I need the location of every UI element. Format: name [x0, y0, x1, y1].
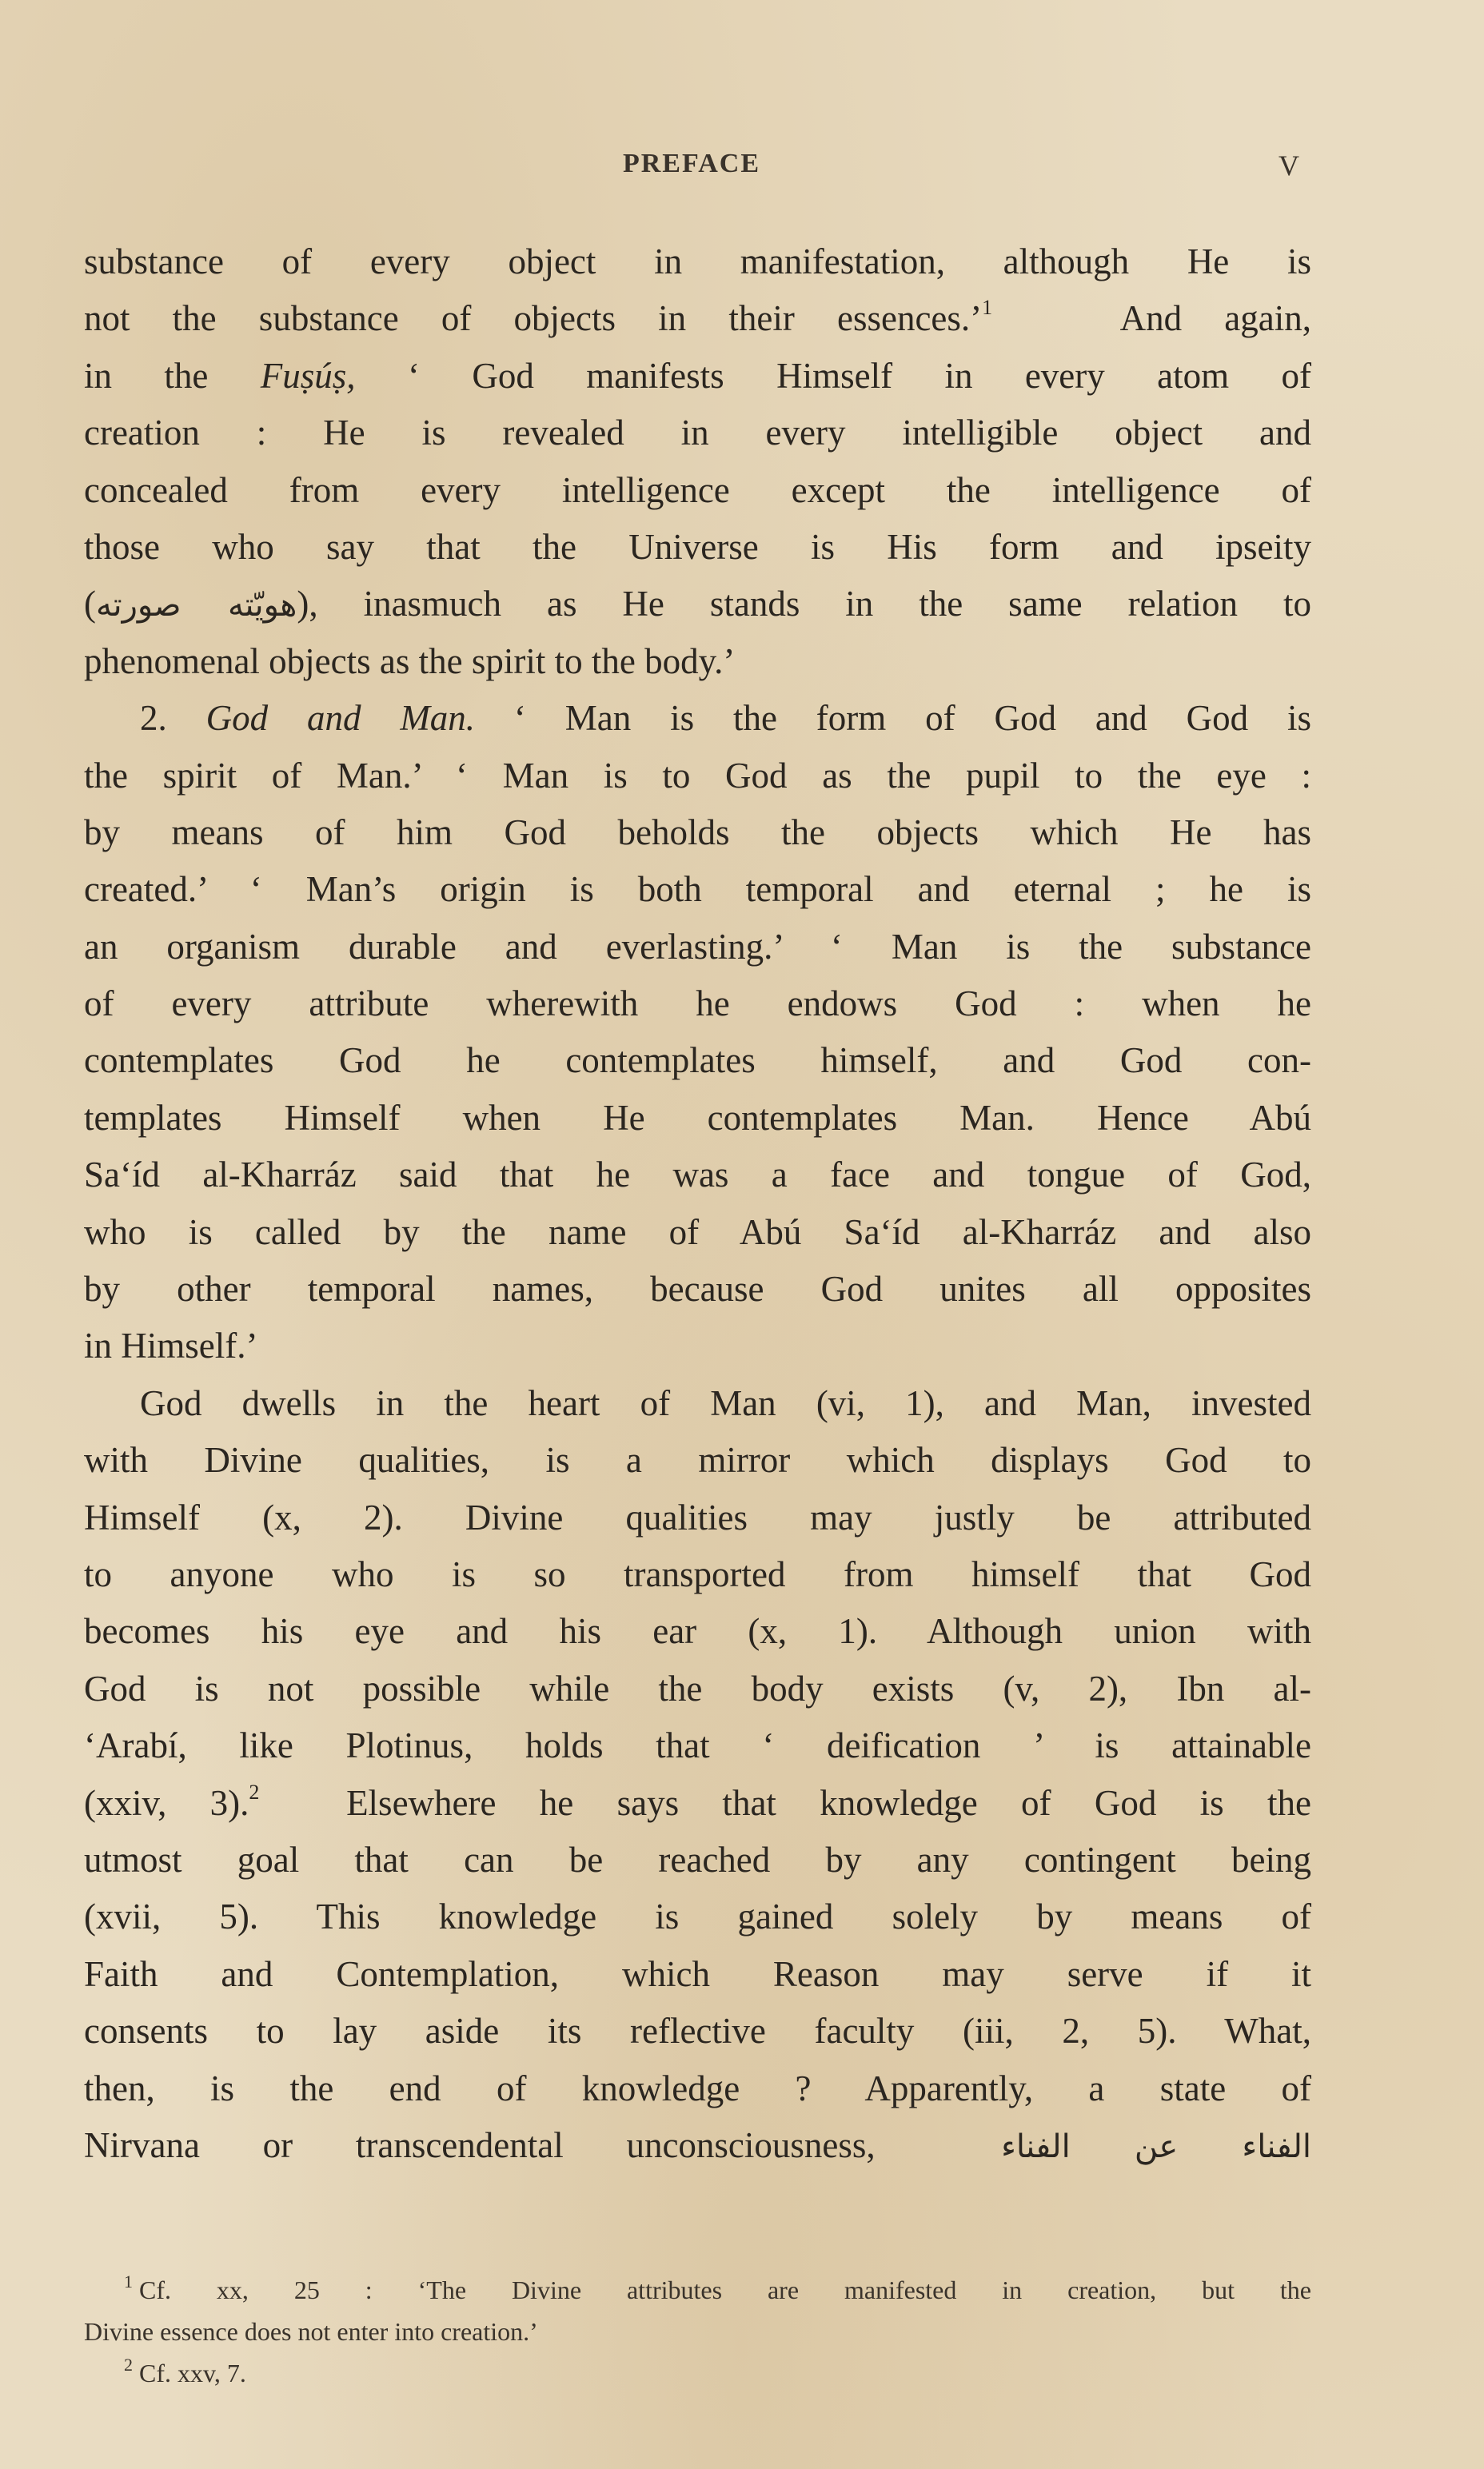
text-line: ‘Arabí, like Plotinus, holds that ‘ deification ’ is attainable [84, 1725, 1311, 1766]
text-line: phenomenal objects as the spirit to the body.’ [84, 640, 736, 681]
text-line: Faith and Contemplation, which Reason may serve if it [84, 1953, 1311, 1994]
text-line: Himself (x, 2). Divine qualities may justly be attributed [84, 1497, 1311, 1538]
text-line: creation : He is revealed in every intelligible object and [84, 413, 1311, 453]
footnote-1-cont: Divine essence does not enter into creation.’ [84, 2317, 538, 2346]
arabic-text: الفناء عن الفناء [1001, 2128, 1311, 2165]
text-line: becomes his eye and his ear (x, 1). Although union with [84, 1611, 1311, 1652]
text-line: not the substance of objects in their essences.’$^1$ And again, [84, 296, 1311, 339]
text-line: God is not possible while the body exists (v, 2), Ibn al- [84, 1668, 1311, 1709]
text-line: substance of every object in manifestation, although He is [84, 241, 1311, 281]
text-line: consents to lay aside its reflective faculty (iii, 2, 5). What, [84, 2011, 1311, 2052]
text-line: by other temporal names, because God unites all opposites [84, 1269, 1311, 1310]
text-line: (هويّته صورته), inasmuch as He stands in the same relation to [84, 584, 1311, 624]
arabic-text: هويّته صورته [96, 587, 297, 624]
text-line: templates Himself when He contemplates Man. Hence Abú [84, 1097, 1311, 1138]
page-number: V [1279, 150, 1299, 181]
body-text [84, 233, 1311, 2174]
text-line: by means of him God beholds the objects which He has [84, 812, 1311, 852]
text-line: in the Fuṣúṣ, ‘ God manifests Himself in every atom of [84, 355, 1312, 396]
text-line: utmost goal that can be reached by any contingent being [84, 1839, 1311, 1880]
text-line: those who say that the Universe is His form and ipseity [84, 526, 1311, 567]
footnotes [84, 2269, 1311, 2394]
text-line: the spirit of Man.’ ‘ Man is to God as the pupil to the eye : [84, 755, 1311, 796]
text-line: 2. God and Man. ‘ Man is the form of God and God is [140, 698, 1312, 739]
text-line: with Divine qualities, is a mirror which displays God to [84, 1440, 1311, 1481]
text-line: of every attribute wherewith he endows God : when he [84, 983, 1311, 1024]
text-line: created.’ ‘ Man’s origin is both temporal and eternal ; he is [84, 869, 1311, 910]
text-line: then, is the end of knowledge ? Apparently, a state of [84, 2068, 1311, 2108]
footnote-ref: 2 [249, 1780, 260, 1804]
footnote-1: $^1$ Cf. xx, 25 : ‘The Divine attributes are manifested in creation, but the [124, 2272, 1311, 2304]
text-line: an organism durable and everlasting.’ ‘ Man is the substance [84, 926, 1311, 967]
text-line: who is called by the name of Abú Sa‘íd al-Kharráz and also [84, 1211, 1311, 1252]
section-heading: God and Man. [205, 698, 476, 739]
running-head [84, 149, 1299, 189]
text-line: Nirvana or transcendental unconsciousness, الفناء عن الفناء [84, 2124, 1311, 2165]
text-line: Sa‘íd al-Kharráz said that he was a face and tongue of God, [84, 1155, 1311, 1195]
text-line: to anyone who is so transported from himself that God [84, 1554, 1311, 1594]
text-line: contemplates God he contemplates himself, and God con- [84, 1040, 1311, 1081]
footnote-ref: 1 [982, 296, 993, 320]
text-line: in Himself.’ [84, 1326, 258, 1366]
text-line: God dwells in the heart of Man (vi, 1), and Man, invested [140, 1382, 1311, 1423]
text-line: concealed from every intelligence except the intelligence of [84, 469, 1311, 510]
text-line: (xvii, 5). This knowledge is gained solely by means of [84, 1897, 1311, 1937]
text-line: (xxiv, 3).$^2$ Elsewhere he says that knowledge of God is the [84, 1780, 1311, 1823]
footnote-2: $^2$ Cf. xxv, 7. [124, 2355, 246, 2387]
page-title: PREFACE [622, 149, 761, 178]
